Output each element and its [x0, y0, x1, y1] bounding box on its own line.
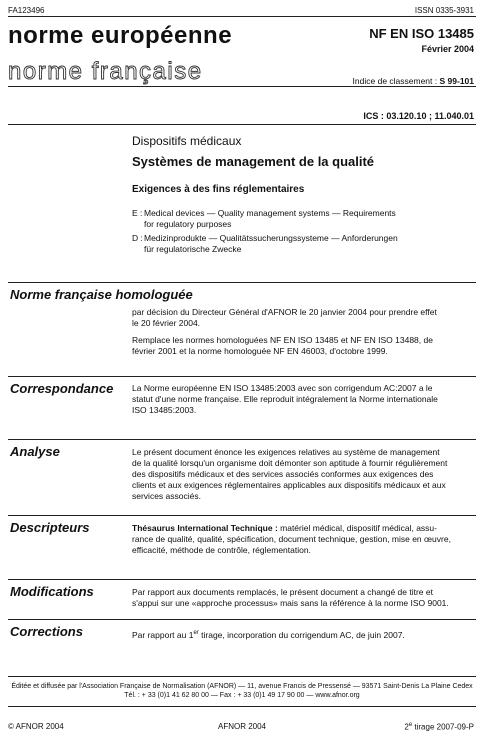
descripteurs-line — [132, 523, 474, 534]
correspondance-line: La Norme européenne EN ISO 13485:2003 avec son corrigendum AC:2007 a le — [132, 383, 433, 393]
section-heading-corrections: Corrections — [10, 624, 83, 639]
descripteurs-line: rance de qualité, qualité, spécification, document technique, gestion, mise en œuvre, — [132, 534, 451, 544]
homologuee-line: le 20 février 2004. — [132, 318, 201, 328]
correspondance-line: ISO 13485:2003. — [132, 405, 197, 415]
title-german-line2: für regulatorische Zwecke — [144, 244, 242, 254]
analyse-line: des dispositifs médicaux et des services associés conformes aux exigences des — [132, 469, 434, 479]
edition-text: tirage 2007-09-P — [412, 722, 474, 732]
translation-german — [132, 233, 462, 255]
analyse-line: de la qualité lorsqu'un organisme doit démonter son aptitude à fournir régulièrement — [132, 458, 448, 468]
issn: ISSN 0335-3931 — [414, 6, 474, 15]
publisher-info — [8, 682, 476, 700]
rule-modifications — [8, 579, 476, 580]
title-english-line2: for regulatory purposes — [144, 219, 232, 229]
section-heading-descripteurs: Descripteurs — [10, 520, 90, 535]
section-heading-correspondance: Correspondance — [10, 381, 114, 396]
reference-code: FA123496 — [8, 6, 45, 15]
analyse-line: Le présent document énonce les exigences relatives au système de management — [132, 447, 440, 457]
copyright: © AFNOR 2004 — [8, 722, 64, 731]
translation-english — [132, 208, 462, 230]
edition-info — [404, 722, 474, 732]
header-rule — [8, 86, 476, 87]
rule-corrections — [8, 619, 476, 620]
footer-rule — [8, 676, 476, 677]
publication-date: Février 2004 — [421, 44, 474, 54]
classification-label: Indice de classement : — [352, 76, 438, 86]
title-norme-francaise: norme française — [8, 58, 203, 85]
rule-analyse — [8, 439, 476, 440]
section-heading-modifications: Modifications — [10, 584, 94, 599]
classification-index — [353, 76, 474, 86]
lang-code-d: D : — [132, 233, 143, 243]
footer-center: AFNOR 2004 — [217, 722, 267, 731]
section-text-analyse — [132, 447, 474, 502]
modifications-line: s'appui sur une «approche processus» mais sans la référence à la norme ISO 9001. — [132, 598, 449, 608]
corrections-text: tirage, incorporation du corrigendum AC, de juin 2007. — [198, 629, 405, 640]
homologuee-line: Remplace les normes homologuées NF EN ISO 13485 et NF EN ISO 13488, de — [132, 335, 433, 345]
descripteurs-line: efficacité, méthode de contrôle, réglementation. — [132, 545, 311, 555]
publisher-address: Éditée et diffusée par l'Association Française de Normalisation (AFNOR) — 11, avenue Francis de Pressensé — 93571 Saint-Denis La Plaine Cedex — [11, 683, 473, 690]
descripteurs-keywords: matériel médical, dispositif médical, assu- — [277, 523, 437, 533]
analyse-line: services associés. — [132, 491, 201, 501]
publisher-contact: Tél. : + 33 (0)1 41 62 80 00 — Fax : + 33 (0)1 49 17 90 00 — www.afnor.org — [124, 692, 360, 699]
title-norme-europeenne: norme européenne — [8, 22, 233, 49]
document-category: Dispositifs médicaux — [132, 134, 242, 148]
edition-number: 2 — [404, 722, 409, 732]
footer-rule-bottom — [8, 706, 476, 707]
homologuee-line: février 2001 et la norme homologuée NF EN 46003, d'octobre 1999. — [132, 346, 388, 356]
classification-value: S 99-101 — [439, 76, 474, 86]
analyse-line: clients et aux exigences réglementaires applicables aux dispositifs médicaux et aux — [132, 480, 446, 490]
corrections-superscript: er — [193, 630, 199, 636]
thesaurus-label: Thésaurus International Technique : — [132, 523, 278, 533]
section-text-modifications — [132, 587, 474, 609]
document-subtitle: Exigences à des fins réglementaires — [132, 184, 305, 195]
section-heading-homologuee: Norme française homologuée — [10, 287, 193, 302]
homologuee-line: par décision du Directeur Général d'AFNOR le 20 janvier 2004 pour prendre effet — [132, 307, 437, 317]
section-text-correspondance — [132, 383, 474, 416]
section-text-homologuee — [132, 307, 474, 357]
edition-superscript: e — [408, 722, 413, 728]
ics-rule — [8, 124, 476, 125]
document-title: Systèmes de management de la qualité — [132, 154, 375, 169]
section-heading-analyse: Analyse — [10, 444, 60, 459]
lang-code-e: E : — [132, 208, 143, 218]
corrections-text: Par rapport au 1 — [132, 629, 194, 640]
rule-descripteurs — [8, 515, 476, 516]
rule-homologuee — [8, 282, 476, 283]
top-rule — [8, 16, 476, 17]
section-text-descripteurs — [132, 523, 474, 556]
section-text-corrections — [132, 628, 474, 641]
standard-number: NF EN ISO 13485 — [369, 26, 474, 41]
rule-correspondance — [8, 376, 476, 377]
correspondance-line: statut d'une norme française. Elle reproduit intégralement la Norme internationale — [132, 394, 438, 404]
title-german-line1: Medizinprodukte — Qualitätssucherungssysteme — Anforderungen — [144, 233, 398, 243]
title-english-line1: Medical devices — Quality management systems — Requirements — [144, 208, 396, 218]
ics-codes: ICS : 03.120.10 ; 11.040.01 — [363, 111, 474, 121]
modifications-line: Par rapport aux documents remplacés, le présent document a changé de titre et — [132, 587, 433, 597]
